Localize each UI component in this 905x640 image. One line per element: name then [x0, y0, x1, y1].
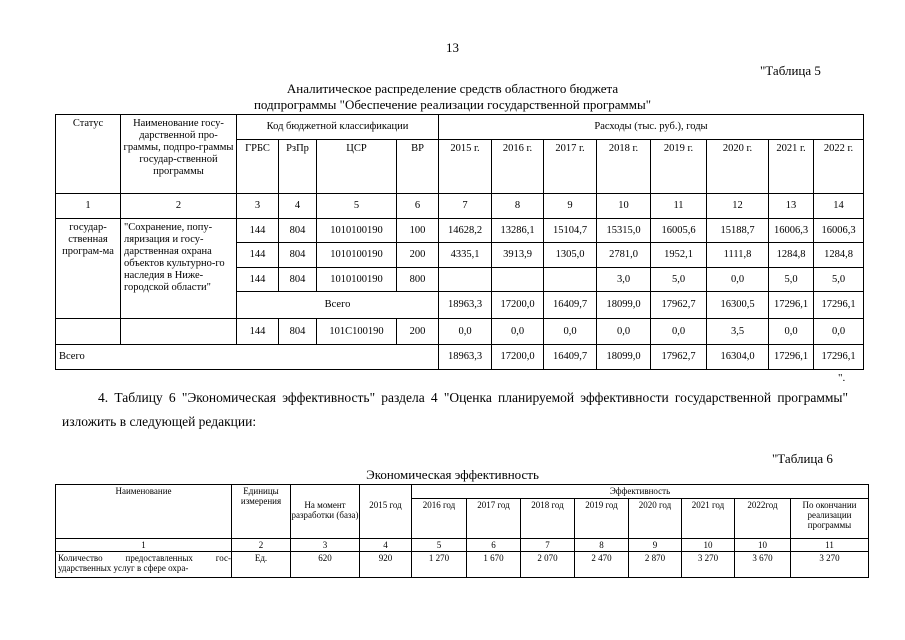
table-cell: 17296,1 — [814, 292, 864, 319]
table-row — [56, 552, 869, 578]
table-cell: 5,0 — [814, 268, 864, 292]
col-header-expenses: Расходы (тыс. руб.), годы — [439, 115, 864, 140]
table-cell: 17296,1 — [769, 292, 814, 319]
table-cell: 1 670 — [467, 552, 521, 578]
table-cell: 0,0 — [544, 319, 597, 345]
table-cell: 100 — [397, 219, 439, 243]
table-cell: 16006,3 — [769, 219, 814, 243]
table-cell: 1952,1 — [651, 243, 707, 268]
table-cell: 2 470 — [575, 552, 629, 578]
col-header-year: 2017 г. — [544, 140, 597, 194]
table-cell: 15104,7 — [544, 219, 597, 243]
table5-reference: "Таблица 5 — [760, 63, 821, 78]
column-number: 4 — [360, 539, 412, 552]
table-cell: 15188,7 — [707, 219, 769, 243]
col-header-year: 2020 г. — [707, 140, 769, 194]
indicator-name: Количество предоставленных гос-ударственных услуг в сфере охра- — [56, 552, 232, 578]
col-header-year: 2021 год — [682, 499, 735, 539]
table-cell — [439, 268, 492, 292]
col-header-effect: Эффективность — [412, 485, 869, 499]
table-cell: 18099,0 — [597, 345, 651, 370]
table-cell: 804 — [279, 268, 317, 292]
col-header-year: 2020 год — [629, 499, 682, 539]
column-number: 5 — [412, 539, 467, 552]
table-cell: 0,0 — [707, 268, 769, 292]
table-cell: 17200,0 — [492, 292, 544, 319]
table-cell: 101С100190 — [317, 319, 397, 345]
table-cell: 17200,0 — [492, 345, 544, 370]
table-cell: 620 — [291, 552, 360, 578]
column-number: 9 — [629, 539, 682, 552]
table-cell: 1010100190 — [317, 268, 397, 292]
table-row — [56, 219, 864, 243]
column-number: 13 — [769, 194, 814, 219]
table-cell: 0,0 — [651, 319, 707, 345]
table-cell: 14628,2 — [439, 219, 492, 243]
total-row — [56, 345, 864, 370]
column-number: 2 — [121, 194, 237, 219]
column-number: 3 — [237, 194, 279, 219]
column-number-row — [56, 539, 869, 552]
table6-title: Экономическая эффективность — [366, 467, 539, 482]
empty-cell — [121, 319, 237, 345]
table-cell: 18099,0 — [597, 292, 651, 319]
col-header-grbs: ГРБС — [237, 140, 279, 194]
table-cell: 16409,7 — [544, 292, 597, 319]
table5-title-line2: подпрограммы "Обеспечение реализации государственной программы" — [253, 97, 652, 112]
table-cell: 3,0 — [597, 268, 651, 292]
table-cell: 1010100190 — [317, 219, 397, 243]
table-cell: 0,0 — [814, 319, 864, 345]
col-header-rzpr: РзПр — [279, 140, 317, 194]
col-header-year: 2018 год — [521, 499, 575, 539]
col-header-base: На момент разработки (база) — [291, 499, 360, 539]
table-row — [56, 319, 864, 345]
table-cell: 1111,8 — [707, 243, 769, 268]
table-cell: 920 — [360, 552, 412, 578]
table-cell: 16005,6 — [651, 219, 707, 243]
col-header-vr: ВР — [397, 140, 439, 194]
empty-cell — [56, 319, 121, 345]
total-label: Всего — [56, 345, 439, 370]
col-header-end: По окончании реализации программы — [791, 499, 869, 539]
table-cell: 1305,0 — [544, 243, 597, 268]
table5-title-line1: Аналитическое распределение средств областного бюджета — [286, 81, 619, 96]
table-cell: 17962,7 — [651, 292, 707, 319]
table-cell: 2 070 — [521, 552, 575, 578]
col-header-year: 2018 г. — [597, 140, 651, 194]
table-cell: 17962,7 — [651, 345, 707, 370]
col-header-name: Наименование госу-дарственной про-граммы, подпро-граммы государ-ственной программы — [121, 115, 237, 194]
status-cell: государ-ственная програм-ма — [56, 219, 121, 319]
table-cell: 16006,3 — [814, 219, 864, 243]
table-cell: 804 — [279, 243, 317, 268]
table-cell: 144 — [237, 243, 279, 268]
column-number: 10 — [682, 539, 735, 552]
col-header-status: Статус — [56, 115, 121, 194]
col-header-csr: ЦСР — [317, 140, 397, 194]
table-cell: 18963,3 — [439, 292, 492, 319]
table-cell: 144 — [237, 219, 279, 243]
table-cell: 1010100190 — [317, 243, 397, 268]
column-number: 2 — [232, 539, 291, 552]
table-cell: 15315,0 — [597, 219, 651, 243]
table-cell: 0,0 — [439, 319, 492, 345]
col-header-year: 2017 год — [467, 499, 521, 539]
table-cell: 2 870 — [629, 552, 682, 578]
column-number: 14 — [814, 194, 864, 219]
table-cell: 200 — [397, 243, 439, 268]
page-number: 13 — [446, 40, 459, 55]
column-number: 12 — [707, 194, 769, 219]
table-cell: 0,0 — [492, 319, 544, 345]
column-number: 9 — [544, 194, 597, 219]
column-number: 10 — [597, 194, 651, 219]
table-cell — [544, 268, 597, 292]
table-cell: 3,5 — [707, 319, 769, 345]
table-cell: 18963,3 — [439, 345, 492, 370]
paragraph-text: 4. Таблицу 6 "Экономическая эффективность" раздела 4 "Оценка планируемой эффективности государственной программы" изложить в следующей редакции: — [62, 390, 848, 429]
column-number: 8 — [492, 194, 544, 219]
empty-cell — [360, 485, 412, 499]
table-cell: 13286,1 — [492, 219, 544, 243]
col-header-year: 2022год — [735, 499, 791, 539]
column-number: 1 — [56, 539, 232, 552]
column-number: 3 — [291, 539, 360, 552]
column-number: 11 — [651, 194, 707, 219]
table-cell: 200 — [397, 319, 439, 345]
table5-closing-quote: ". — [838, 372, 846, 384]
table-cell: 5,0 — [769, 268, 814, 292]
col-header-kbk: Код бюджетной классификации — [237, 115, 439, 140]
table-cell: 16409,7 — [544, 345, 597, 370]
column-number: 7 — [521, 539, 575, 552]
empty-cell — [291, 485, 360, 499]
table-cell: 804 — [279, 319, 317, 345]
table5-title — [0, 81, 905, 113]
table-cell — [492, 268, 544, 292]
col-header-units: Единицы измерения — [232, 485, 291, 539]
col-header-year: 2019 г. — [651, 140, 707, 194]
table-cell: 16304,0 — [707, 345, 769, 370]
column-number: 6 — [397, 194, 439, 219]
table-cell: 5,0 — [651, 268, 707, 292]
table-cell: 3 670 — [735, 552, 791, 578]
table-cell: 3 270 — [682, 552, 735, 578]
subtotal-label: Всего — [237, 292, 439, 319]
col-header-year: 2016 г. — [492, 140, 544, 194]
table-cell: 144 — [237, 319, 279, 345]
column-number: 6 — [467, 539, 521, 552]
col-header-year: 2019 год — [575, 499, 629, 539]
table6 — [55, 484, 869, 578]
col-header-year: 2015 г. — [439, 140, 492, 194]
column-number: 11 — [791, 539, 869, 552]
table-cell: 804 — [279, 219, 317, 243]
column-number: 10 — [735, 539, 791, 552]
body-paragraph — [62, 386, 848, 434]
table-cell: 3 270 — [791, 552, 869, 578]
table6-reference: "Таблица 6 — [772, 451, 833, 466]
table-cell: 1284,8 — [769, 243, 814, 268]
table5 — [55, 114, 864, 370]
program-name-cell: "Сохранение, попу-ляризация и госу-дарственная охрана объектов культурно-го наследия в Ниже-городской области" — [121, 219, 237, 319]
table-cell: 0,0 — [769, 319, 814, 345]
column-number: 4 — [279, 194, 317, 219]
table-cell: 3913,9 — [492, 243, 544, 268]
column-number: 8 — [575, 539, 629, 552]
table-cell: 17296,1 — [814, 345, 864, 370]
col-header-year: 2022 г. — [814, 140, 864, 194]
table-cell: 0,0 — [597, 319, 651, 345]
table-cell: 800 — [397, 268, 439, 292]
table-cell: 2781,0 — [597, 243, 651, 268]
col-header-year: 2021 г. — [769, 140, 814, 194]
table-cell: 1 270 — [412, 552, 467, 578]
column-number: 1 — [56, 194, 121, 219]
col-header-year: 2016 год — [412, 499, 467, 539]
table-cell: 144 — [237, 268, 279, 292]
table-cell: 1284,8 — [814, 243, 864, 268]
table-cell: 4335,1 — [439, 243, 492, 268]
col-header-name: Наименование — [56, 485, 232, 539]
table-cell: Ед. — [232, 552, 291, 578]
column-number-row — [56, 194, 864, 219]
table-cell: 17296,1 — [769, 345, 814, 370]
column-number: 5 — [317, 194, 397, 219]
column-number: 7 — [439, 194, 492, 219]
col-header-year: 2015 год — [360, 499, 412, 539]
table-cell: 16300,5 — [707, 292, 769, 319]
